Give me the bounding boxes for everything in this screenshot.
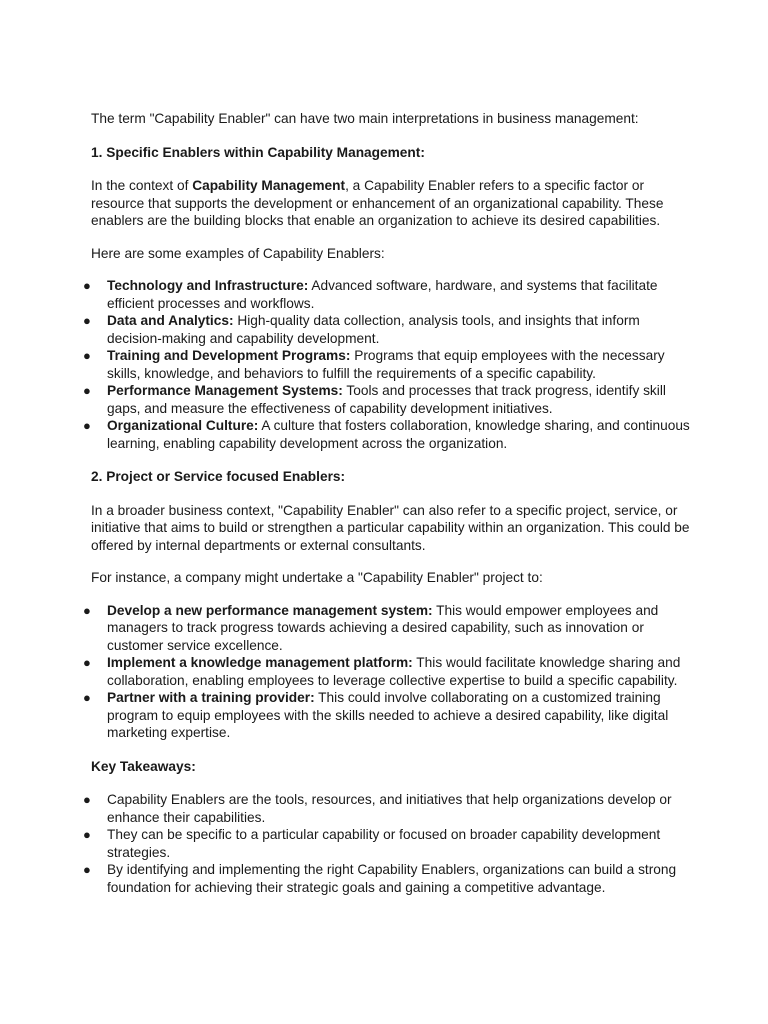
bullet-icon: ● [83, 383, 91, 398]
list-item-term: Partner with a training provider: [107, 690, 315, 705]
bullet-icon: ● [83, 792, 91, 807]
section-1-heading: 1. Specific Enablers within Capability Management: [91, 144, 425, 160]
list-item-term: Develop a new performance management system: [107, 602, 433, 618]
list-item [83, 277, 691, 312]
section-1-paragraph-suffix: , a Capability Enabler refers to a specific factor or resource that supports the development or enhancement of an organizational capability. These enablers are the building blocks that enable an organization to achieve its desired capabilities. [91, 178, 664, 228]
section-2-project-list [83, 602, 691, 742]
bullet-icon: ● [83, 827, 91, 842]
list-item-term: Implement a knowledge management platform: [107, 655, 413, 670]
list-item-text: They can be specific to a particular capability or focused on broader capability development strategies. [107, 827, 661, 860]
bullet-icon: ● [83, 348, 91, 363]
bullet-icon: ● [83, 690, 91, 705]
list-item [83, 312, 691, 347]
list-item-text: By identifying and implementing the right Capability Enablers, organizations can build a strong foundation for achieving their strategic goals and gaining a competitive advantage. [107, 862, 677, 895]
section-1-paragraph-bold: Capability Management [192, 178, 346, 193]
takeaways-heading: Key Takeaways: [91, 758, 196, 774]
bullet-icon: ● [83, 313, 91, 328]
list-item-text: A culture that fosters collaboration, knowledge sharing, and continuous learning, enabling capability development across the organization. [107, 418, 690, 451]
bullet-icon: ● [83, 602, 91, 618]
list-item [83, 689, 691, 742]
section-2-examples-intro: For instance, a company might undertake a "Capability Enabler" project to: [91, 570, 543, 585]
list-item [83, 791, 691, 826]
list-item-text: This would facilitate knowledge sharing and collaboration, enabling employees to leverage collective expertise to build a specific capability. [107, 655, 681, 688]
list-item-text: Capability Enablers are the tools, resources, and initiatives that help organizations develop or enhance their capabilities. [107, 792, 672, 825]
list-item [83, 382, 691, 417]
list-item-term: Technology and Infrastructure: [107, 278, 309, 293]
list-item-text: This could involve collaborating on a customized training program to equip employees with the skills needed to achieve a desired capability, like digital marketing expertise. [107, 690, 669, 740]
list-item-term: Organizational Culture: [107, 418, 259, 433]
bullet-icon: ● [83, 418, 91, 433]
list-item-text: High-quality data collection, analysis tools, and insights that inform decision-making and capability development. [107, 313, 640, 346]
bullet-icon: ● [83, 862, 91, 877]
list-item-term: Data and Analytics: [107, 313, 234, 328]
list-item [83, 826, 691, 861]
section-1-enabler-list [83, 277, 691, 452]
list-item-text: Programs that equip employees with the necessary skills, knowledge, and behaviors to fulfill the requirements of a specific capability. [107, 348, 665, 381]
section-2-paragraph: In a broader business context, "Capability Enabler" can also refer to a specific project, service, or initiative that aims to build or strengthen a particular capability within an organization. This could be offered by internal departments or external consultants. [91, 502, 690, 553]
list-item-term: Performance Management Systems: [107, 383, 343, 398]
section-1-examples-intro: Here are some examples of Capability Enablers: [91, 245, 385, 261]
document-page [83, 110, 691, 912]
list-item [83, 654, 691, 689]
list-item [83, 861, 691, 896]
section-1-paragraph-prefix: In the context of [91, 178, 193, 193]
bullet-icon: ● [83, 278, 91, 293]
section-1-paragraph [91, 177, 691, 230]
list-item-text: Tools and processes that track progress, identify skill gaps, and measure the effectiveness of capability development initiatives. [107, 383, 666, 416]
intro-paragraph: The term "Capability Enabler" can have two main interpretations in business management: [91, 111, 639, 126]
list-item-term: Training and Development Programs: [107, 348, 351, 363]
list-item-text: This would empower employees and managers to track progress towards achieving a desired capability, such as innovation or customer service excellence. [107, 602, 659, 653]
bullet-icon: ● [83, 655, 91, 670]
section-2-heading: 2. Project or Service focused Enablers: [91, 469, 346, 484]
list-item [83, 602, 691, 655]
list-item-text: Advanced software, hardware, and systems that facilitate efficient processes and workflows. [107, 278, 658, 311]
list-item [83, 347, 691, 382]
list-item [83, 417, 691, 452]
takeaways-list [83, 791, 691, 896]
